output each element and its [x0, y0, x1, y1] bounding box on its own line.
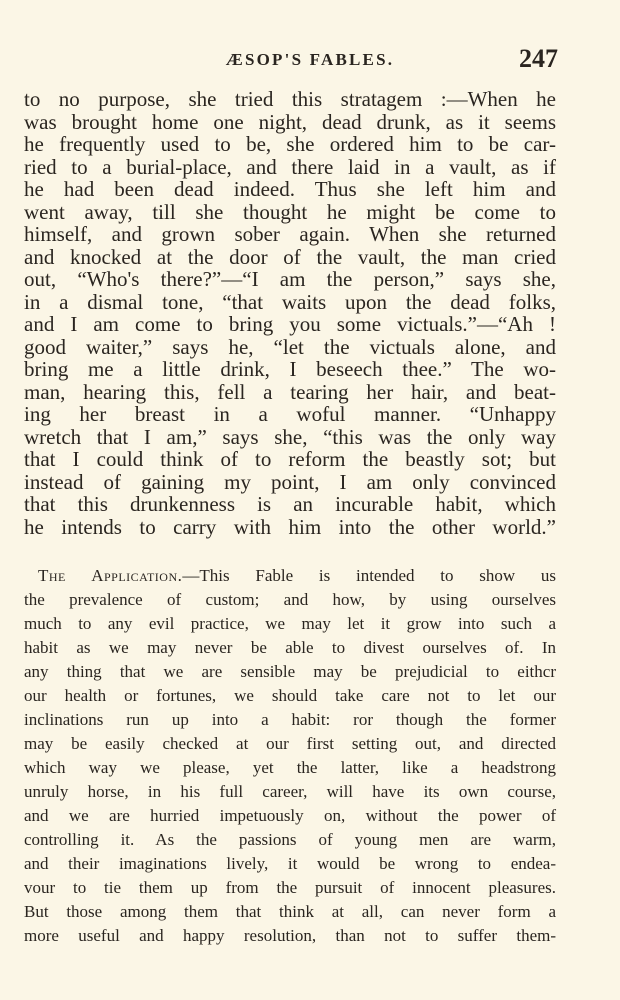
- application-line: which way we please, yet the latter, like a headstrong: [24, 758, 556, 777]
- text-line: out, “Who's there?”—“I am the person,” says she,: [24, 267, 556, 291]
- text-line: to no purpose, she tried this stratagem :—When he: [24, 87, 556, 111]
- text-line: man, hearing this, fell a tearing her hair, and beat-: [24, 379, 556, 404]
- text-line: he intends to carry with him into the other world.”: [24, 514, 556, 539]
- text-line: and I am come to bring you some victuals.”—“Ah !: [24, 312, 556, 336]
- text-line: that this drunkenness is an incurable habit, which: [24, 492, 556, 516]
- text-line: himself, and grown sober again. When she returned: [24, 222, 556, 246]
- application-line: our health or fortunes, we should take care not to let our: [24, 686, 556, 705]
- running-title: ÆSOP'S FABLES.: [225, 50, 395, 69]
- page-number: 247: [519, 44, 558, 73]
- application-line: much to any evil practice, we may let it grow into such a: [24, 614, 556, 633]
- application-line: But those among them that think at all, can never form a: [24, 902, 556, 921]
- text-line: he frequently used to be, she ordered him to be car-: [24, 132, 556, 156]
- text-line: good waiter,” says he, “let the victuals alone, and: [24, 334, 556, 359]
- application-heading: The Application.: [38, 566, 183, 585]
- text-line: wretch that I am,” says she, “this was the only way: [24, 424, 556, 449]
- application-first-line-text: —This Fable is intended to show us: [182, 566, 556, 585]
- application-line: habit as we may never be able to divest ourselves of. In: [24, 638, 556, 657]
- application-line: unruly horse, in his full career, will have its own course,: [24, 782, 556, 801]
- text-line: bring me a little drink, I beseech thee.” The wo-: [24, 357, 556, 381]
- running-head: [0, 44, 620, 78]
- application-first-line: [24, 564, 556, 588]
- application-line: controlling it. As the passions of young men are warm,: [24, 830, 556, 849]
- application-line: any thing that we are sensible may be prejudicial to eithcr: [24, 662, 556, 681]
- fable-text: [24, 88, 556, 538]
- text-line: ried to a burial-place, and there laid in a vault, as if: [24, 154, 556, 179]
- text-line: went away, till she thought he might be come to: [24, 199, 556, 224]
- text-line: was brought home one night, dead drunk, as it seems: [24, 109, 556, 134]
- application-line: and we are hurried impetuously on, without the power of: [24, 806, 556, 825]
- text-line: he had been dead indeed. Thus she left him and: [24, 177, 556, 201]
- application-line: inclinations run up into a habit: ror though the former: [24, 710, 556, 729]
- application-line: may be easily checked at our first setting out, and directed: [24, 734, 556, 753]
- text-line: in a dismal tone, “that waits upon the dead folks,: [24, 289, 556, 314]
- application-line: and their imaginations lively, it would be wrong to endea-: [24, 854, 556, 873]
- text-line: instead of gaining my point, I am only convinced: [24, 469, 556, 494]
- application-section: [24, 564, 556, 948]
- application-line: vour to tie them up from the pursuit of innocent pleasures.: [24, 878, 556, 897]
- text-line: that I could think of to reform the beastly sot; but: [24, 447, 556, 471]
- text-line: ing her breast in a woful manner. “Unhappy: [24, 402, 556, 426]
- application-line: more useful and happy resolution, than not to suffer them-: [24, 926, 556, 945]
- text-line: and knocked at the door of the vault, the man cried: [24, 244, 556, 269]
- application-line: the prevalence of custom; and how, by using ourselves: [24, 590, 556, 609]
